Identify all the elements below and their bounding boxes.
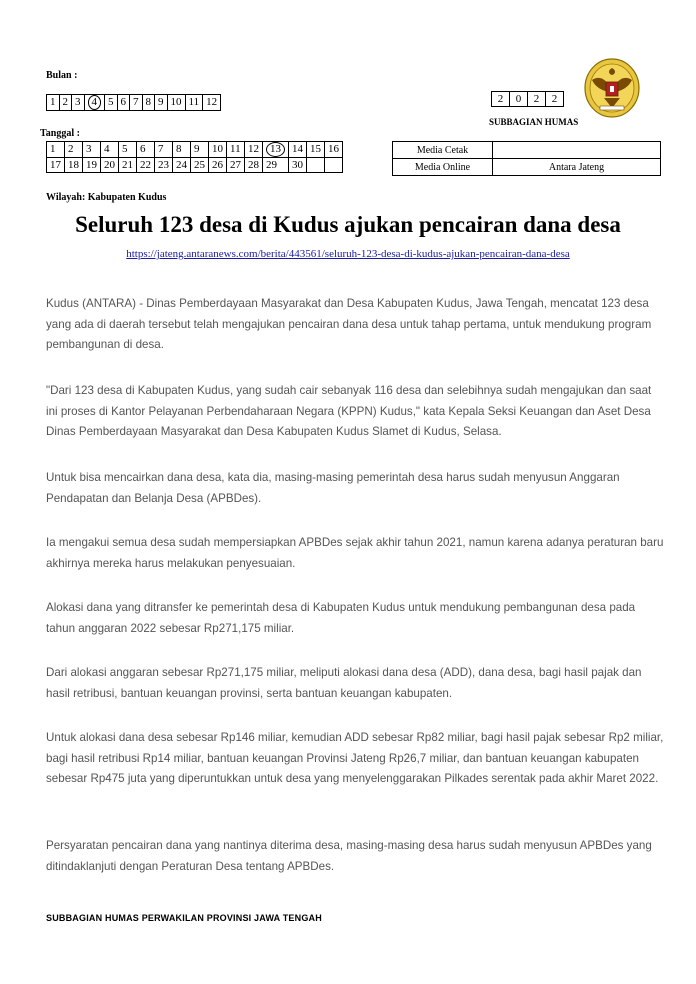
article-paragraph: "Dari 123 desa di Kabupaten Kudus, yang sudah cair sebanyak 116 desa dan selebihnya sudah mengajukan dan saat ini proses di Kantor Pelayanan Perbendaharaan Negara (KPPN) Kudus," kata Kepala Seksi Keuangan dan Aset Desa Dinas Pemberdayaan Masyarakat dan Desa Kabupaten Kudus Slamet di Kudus, Selasa.: [46, 384, 652, 438]
date-grid: [46, 141, 343, 173]
month-cell: 2: [59, 95, 72, 111]
article-paragraph: Kudus (ANTARA) - Dinas Pemberdayaan Masyarakat dan Desa Kabupaten Kudus, Jawa Tengah, mencatat 123 desa yang ada di daerah tersebut telah mengajukan pencairan dana desa untuk tahap pertama, untuk mendukung program pembangunan di desa.: [46, 297, 652, 351]
footer-text: SUBBAGIAN HUMAS PERWAKILAN PROVINSI JAWA TENGAH: [46, 913, 322, 923]
agency-label: SUBBAGIAN HUMAS: [489, 117, 579, 127]
date-cell: [263, 142, 289, 158]
month-cell: 8: [142, 95, 155, 111]
date-cell: 4: [101, 142, 119, 158]
date-cell: 27: [227, 158, 245, 173]
article-paragraph: Dari alokasi anggaran sebesar Rp271,175 miliar, meliputi alokasi dana desa (ADD), dana desa, bagi hasil pajak dan hasil retribusi, bantuan keuangan provinsi, serta bantuan keuangan kabupaten.: [46, 666, 642, 700]
date-cell: 20: [101, 158, 119, 173]
date-cell: 23: [155, 158, 173, 173]
month-cell: 11: [185, 95, 203, 111]
date-cell: 22: [137, 158, 155, 173]
article-paragraph: Untuk bisa mencairkan dana desa, kata dia, masing-masing pemerintah desa harus sudah menyusun Anggaran Pendapatan dan Belanja Desa (APBDes).: [46, 471, 620, 505]
month-cell: 9: [155, 95, 168, 111]
month-cell: [84, 95, 105, 111]
year-digit-cell: 0: [510, 92, 528, 107]
date-cell: 26: [209, 158, 227, 173]
month-cell: 1: [47, 95, 60, 111]
date-cell: 15: [307, 142, 325, 158]
date-cell: 11: [227, 142, 245, 158]
date-cell: 18: [65, 158, 83, 173]
month-cell: 7: [130, 95, 143, 111]
date-cell: 5: [119, 142, 137, 158]
date-cell: 25: [191, 158, 209, 173]
date-cell-empty: [325, 158, 343, 173]
year-digit-cell: 2: [528, 92, 546, 107]
month-cell: 3: [72, 95, 85, 111]
wilayah-label: Wilayah: Kabupaten Kudus: [46, 192, 167, 203]
date-cell: 16: [325, 142, 343, 158]
month-cell: 10: [167, 95, 185, 111]
media-cetak-label: Media Cetak: [393, 142, 493, 159]
article-paragraph: Persyaratan pencairan dana yang nantinya diterima desa, masing-masing desa harus sudah menyusun APBDes yang ditindaklanjuti dengan Peraturan Desa tentang APBDes.: [46, 839, 652, 873]
year-grid: [491, 91, 564, 107]
article-paragraph: Ia mengakui semua desa sudah mempersiapkan APBDes sejak akhir tahun 2021, namun karena adanya peraturan baru akhirnya mereka harus melakukan penyesuaian.: [46, 536, 664, 570]
date-cell: 9: [191, 142, 209, 158]
date-cell: 24: [173, 158, 191, 173]
media-table: [392, 141, 661, 176]
month-cell: 5: [105, 95, 118, 111]
date-cell: 8: [173, 142, 191, 158]
bulan-label: Bulan :: [46, 70, 78, 81]
month-cell-selected: 4: [88, 95, 102, 110]
date-cell: 1: [47, 142, 65, 158]
media-cetak-value: [493, 142, 661, 159]
date-cell: 21: [119, 158, 137, 173]
article-url-link[interactable]: https://jateng.antaranews.com/berita/443561/seluruh-123-desa-di-kudus-ajukan-pencairan-dana-desa: [126, 248, 570, 260]
tanggal-label: Tanggal :: [40, 128, 80, 139]
year-digit-cell: 2: [546, 92, 564, 107]
date-cell-empty: [307, 158, 325, 173]
date-cell: 30: [289, 158, 307, 173]
date-cell: 3: [83, 142, 101, 158]
date-cell: 6: [137, 142, 155, 158]
month-grid: [46, 94, 221, 111]
date-cell: 2: [65, 142, 83, 158]
date-cell: 7: [155, 142, 173, 158]
media-online-value: Antara Jateng: [493, 159, 661, 176]
media-online-label: Media Online: [393, 159, 493, 176]
year-digit-cell: 2: [492, 92, 510, 107]
month-cell: 12: [203, 95, 221, 111]
date-cell-selected: 13: [266, 142, 285, 157]
date-cell: 10: [209, 142, 227, 158]
garuda-emblem-icon: [584, 58, 640, 120]
date-cell: 29: [263, 158, 289, 173]
date-cell: 17: [47, 158, 65, 173]
date-cell: 28: [245, 158, 263, 173]
date-cell: 12: [245, 142, 263, 158]
article-title: Seluruh 123 desa di Kudus ajukan pencairan dana desa: [75, 212, 621, 237]
article-paragraph: Alokasi dana yang ditransfer ke pemerintah desa di Kabupaten Kudus untuk mendukung pembangunan desa pada tahun anggaran 2022 sebesar Rp271,175 miliar.: [46, 601, 636, 635]
month-cell: 6: [117, 95, 130, 111]
date-cell: 14: [289, 142, 307, 158]
article-paragraph: Untuk alokasi dana desa sebesar Rp146 miliar, kemudian ADD sebesar Rp82 miliar, bagi hasil pajak sebesar Rp2 miliar, bagi hasil retribusi Rp14 miliar, bantuan keuangan Provinsi Jateng Rp26,7 miliar, dan bantuan keuangan kabupaten sebesar Rp475 juta yang diperuntukkan untuk desa yang menyelenggarakan Pilkades serentak pada akhir Maret 2022.: [46, 731, 664, 785]
date-cell: 19: [83, 158, 101, 173]
